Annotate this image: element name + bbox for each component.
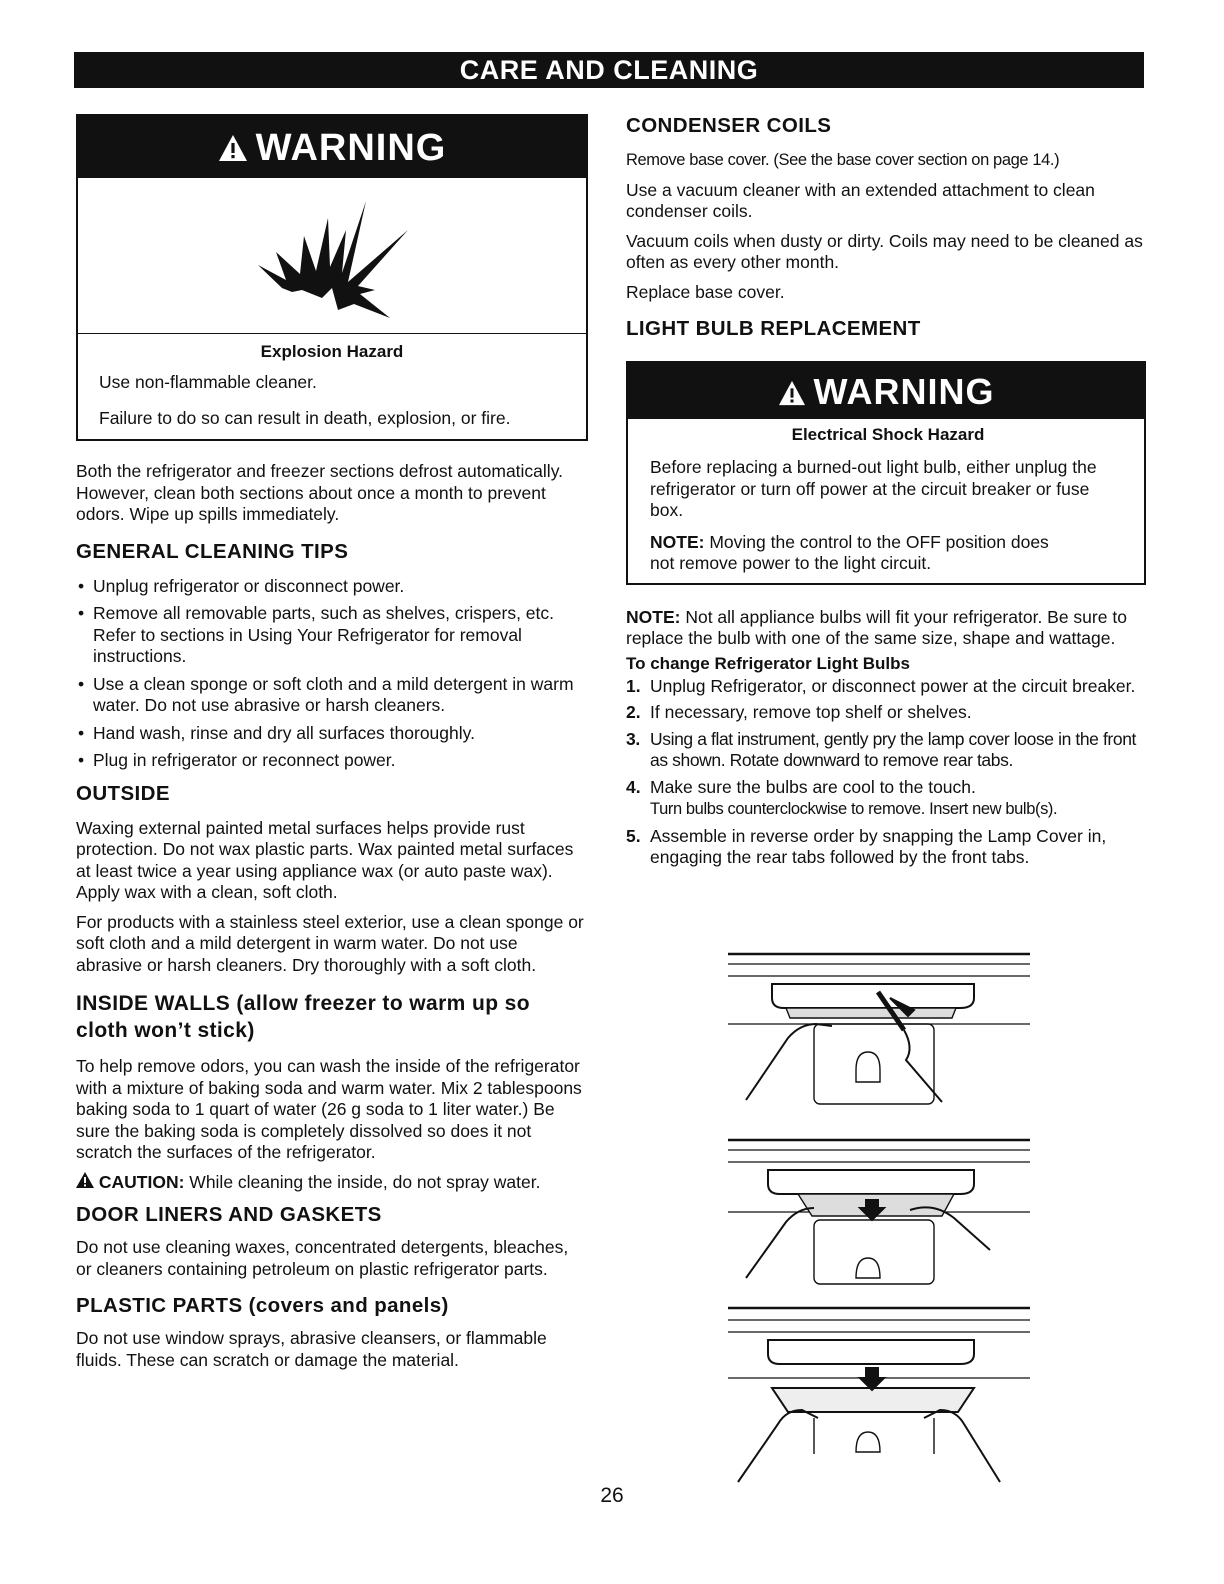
lamp-cover-pry-illustration [728, 952, 1033, 1132]
explosion-icon [78, 178, 586, 334]
step-item [626, 676, 1146, 698]
outside-paragraph: For products with a stainless steel exterior, use a clean sponge or soft cloth and a mild detergent in warm water. Do not use abrasive or harsh cleaners. Dry thoroughly with a soft cloth. [76, 911, 584, 975]
list-item: • Use a clean sponge or soft cloth and a mild detergent in warm water. Do not use abrasive or harsh cleaners. [76, 674, 586, 717]
outside-paragraph: Waxing external painted metal surfaces helps provide rust protection. Do not wax plastic parts. Wax painted metal surfaces at least twice a year using appliance wax (or auto paste wax). Apply wax with a clean, soft cloth. [76, 817, 574, 902]
warning-note [650, 532, 1060, 575]
step-number: 3. [626, 728, 640, 749]
step-extra-text: Turn bulbs counterclockwise to remove. Insert new bulb(s). [650, 800, 1058, 818]
section-banner: CARE AND CLEANING [74, 52, 1144, 88]
step-number: 1. [626, 675, 641, 696]
note-text: Not all appliance bulbs will fit your refrigerator. Be sure to replace the bulb with one of the same size, shape and wattage. [626, 606, 1127, 648]
explosion-warning-box [76, 114, 588, 441]
outside-heading: OUTSIDE [76, 781, 170, 805]
step-item [626, 777, 1146, 821]
caution-label: CAUTION: [98, 1171, 185, 1192]
caution-line [76, 1172, 586, 1194]
lamp-cover-removed-illustration [728, 1306, 1033, 1491]
step-text: Using a flat instrument, gently pry the lamp cover loose in the front as shown. Rotate downward to remove rear tabs. [650, 728, 1136, 770]
plastic-paragraph: Do not use window sprays, abrasive cleansers, or flammable fluids. These can scratch or damage the material. [76, 1328, 547, 1370]
step-item [626, 729, 1146, 772]
warning-triangle-icon [778, 365, 806, 423]
light-bulb-heading: LIGHT BULB REPLACEMENT [626, 317, 921, 340]
warning-header [78, 116, 586, 178]
plastic-parts-heading: PLASTIC PARTS (covers and panels) [76, 1294, 449, 1317]
step-text: If necessary, remove top shelf or shelves. [650, 702, 972, 722]
step-text: Assemble in reverse order by snapping the Lamp Cover in, engaging the rear tabs followed by the front tabs. [650, 825, 1107, 867]
list-item: • Plug in refrigerator or reconnect power. [76, 750, 586, 772]
condenser-paragraph: Vacuum coils when dusty or dirty. Coils may need to be cleaned as often as every other month. [626, 230, 1143, 272]
list-item: • Hand wash, rinse and dry all surfaces thoroughly. [76, 723, 586, 745]
step-text: Make sure the bulbs are cool to the touch. [650, 776, 976, 797]
note-label: NOTE: [626, 606, 681, 627]
caution-triangle-icon [76, 1172, 94, 1192]
condenser-paragraph: Replace base cover. [626, 281, 785, 302]
list-item: • Unplug refrigerator or disconnect power. [76, 576, 586, 598]
right-column [626, 114, 1146, 877]
steps-heading: To change Refrigerator Light Bulbs [626, 653, 910, 673]
hazard-title: Explosion Hazard [260, 342, 404, 361]
page-number: 26 [600, 1484, 624, 1507]
step-item [626, 826, 1146, 869]
intro-paragraph: Both the refrigerator and freezer sections defrost automatically. However, clean both sections about once a month to prevent odors. Wipe up spills immediately. [76, 461, 564, 524]
inside-walls-heading: INSIDE WALLS (allow freezer to warm up so cloth won’t stick) [76, 992, 530, 1042]
step-text: Unplug Refrigerator, or disconnect power at the circuit breaker. [650, 675, 1136, 696]
warning-title: WARNING [255, 127, 447, 169]
general-cleaning-heading: GENERAL CLEANING TIPS [76, 539, 349, 563]
lamp-cover-rotate-illustration [728, 1138, 1033, 1293]
warning-title: WARNING [813, 371, 995, 412]
warning-paragraph: Before replacing a burned-out light bulb, either unplug the refrigerator or turn off power at the circuit breaker or fuse box. [650, 457, 1097, 520]
left-column [76, 114, 586, 1379]
note-label: NOTE: [650, 531, 705, 552]
condenser-paragraph: Remove base cover. (See the base cover section on page 14.) [626, 151, 1060, 169]
step-number: 4. [626, 776, 641, 797]
step-number: 5. [626, 825, 641, 846]
bulb-note [626, 607, 1146, 650]
shock-warning-box [626, 361, 1146, 585]
condenser-paragraph: Use a vacuum cleaner with an extended attachment to clean condenser coils. [626, 179, 1095, 221]
step-item [626, 702, 1146, 724]
warning-header [628, 363, 1144, 419]
door-paragraph: Do not use cleaning waxes, concentrated detergents, bleaches, or cleaners containing petroleum on plastic refrigerator parts. [76, 1237, 569, 1279]
warning-triangle-icon [218, 118, 248, 182]
note-text: Moving the control to the OFF position does not remove power to the light circuit. [650, 531, 1049, 573]
general-cleaning-list [76, 576, 586, 772]
inside-paragraph: To help remove odors, you can wash the inside of the refrigerator with a mixture of baking soda and warm water. Mix 2 tablespoons baking soda to 1 quart of water (26 g soda to 1 liter water.) Be sure the baking soda is completely dissolved so does it not scratch the surfaces of the refrigerator. [76, 1056, 582, 1162]
condenser-heading: CONDENSER COILS [626, 114, 832, 137]
step-number: 2. [626, 702, 641, 722]
hazard-title: Electrical Shock Hazard [791, 425, 985, 444]
warning-line: Failure to do so can result in death, explosion, or fire. [99, 407, 511, 428]
caution-text: While cleaning the inside, do not spray water. [189, 1171, 541, 1192]
warning-line: Use non-flammable cleaner. [99, 372, 317, 392]
bulb-steps [626, 676, 1146, 869]
door-liners-heading: DOOR LINERS AND GASKETS [76, 1203, 382, 1226]
list-item: • Remove all removable parts, such as shelves, crispers, etc. Refer to sections in Using Your Refrigerator for removal instructions. [76, 603, 586, 668]
